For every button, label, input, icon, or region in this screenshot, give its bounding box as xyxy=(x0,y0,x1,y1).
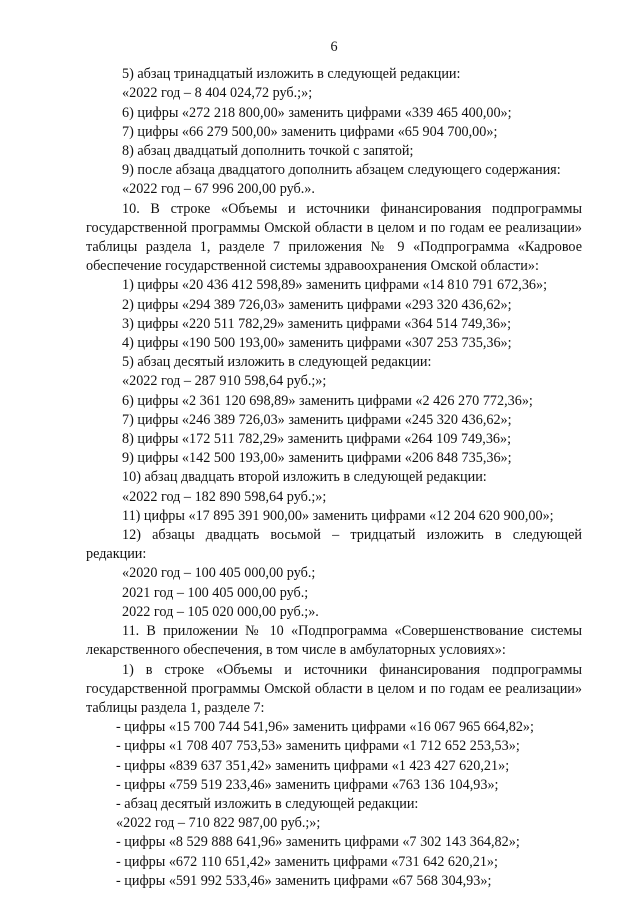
text-line: 3) цифры «220 511 782,29» заменить цифрами «364 514 749,36»; xyxy=(122,315,512,332)
paragraph: 12) абзацы двадцать восьмой – тридцатый изложить в следующей редакции: xyxy=(86,527,582,563)
list-item: - цифры «1 708 407 753,53» заменить цифрами «1 712 652 253,53»; xyxy=(116,738,520,755)
text-line: 8) цифры «172 511 782,29» заменить цифрами «264 109 749,36»; xyxy=(122,431,512,448)
list-item: - цифры «672 110 651,42» заменить цифрами «731 642 620,21»; xyxy=(116,853,498,870)
text-line: «2022 год – 67 996 200,00 руб.». xyxy=(122,181,315,198)
text-line: «2022 год – 182 890 598,64 руб.;»; xyxy=(122,488,327,505)
text-line: 7) цифры «66 279 500,00» заменить цифрами «65 904 700,00»; xyxy=(122,123,498,140)
text-line: «2020 год – 100 405 000,00 руб.; xyxy=(122,565,316,582)
list-item: - абзац десятый изложить в следующей редакции: xyxy=(116,795,419,812)
paragraph: 11. В приложении № 10 «Подпрограмма «Совершенствование системы лекарственного обеспечения, в том числе в амбулаторных условиях»: xyxy=(86,623,582,659)
text-line: 6) цифры «2 361 120 698,89» заменить цифрами «2 426 270 772,36»; xyxy=(122,392,533,409)
text-line: 9) цифры «142 500 193,00» заменить цифрами «206 848 735,36»; xyxy=(122,450,512,467)
text-line: 2021 год – 100 405 000,00 руб.; xyxy=(122,584,309,601)
list-item: - цифры «839 637 351,42» заменить цифрами «1 423 427 620,21»; xyxy=(116,757,510,774)
list-item: - цифры «15 700 744 541,96» заменить цифрами «16 067 965 664,82»; xyxy=(116,719,534,736)
text-line: 2) цифры «294 389 726,03» заменить цифрами «293 320 436,62»; xyxy=(122,296,512,313)
text-line: 10) абзац двадцать второй изложить в следующей редакции: xyxy=(122,469,487,486)
paragraph: 10. В строке «Объемы и источники финансирования подпрограммы государственной программы Омской области в целом и по годам ее реализации» таблицы раздела 1, разделе 7 приложения № 9 «Подпрограмма «Кадровое обеспечение государственной системы здравоохранения Омской области»: xyxy=(86,200,582,275)
text-line: 8) абзац двадцатый дополнить точкой с запятой; xyxy=(122,143,414,160)
list-item: - цифры «759 519 233,46» заменить цифрами «763 136 104,93»; xyxy=(116,776,499,793)
text-line: 6) цифры «272 218 800,00» заменить цифрами «339 465 400,00»; xyxy=(122,104,512,121)
page-number: 6 xyxy=(330,39,338,55)
text-line: «2022 год – 287 910 598,64 руб.;»; xyxy=(122,373,327,390)
list-item: «2022 год – 710 822 987,00 руб.;»; xyxy=(116,815,321,832)
text-line: 9) после абзаца двадцатого дополнить абзацем следующего содержания: xyxy=(122,162,561,179)
paragraph: 1) в строке «Объемы и источники финансирования подпрограммы государственной программы Омской области в целом и по годам ее реализации» таблицы раздела 1, разделе 7: xyxy=(86,661,582,716)
text-line: 7) цифры «246 389 726,03» заменить цифрами «245 320 436,62»; xyxy=(122,411,512,428)
text-line: 4) цифры «190 500 193,00» заменить цифрами «307 253 735,36»; xyxy=(122,335,512,352)
text-line: 11) цифры «17 895 391 900,00» заменить цифрами «12 204 620 900,00»; xyxy=(122,507,554,524)
text-line: 5) абзац десятый изложить в следующей редакции: xyxy=(122,354,432,371)
text-line: 1) цифры «20 436 412 598,89» заменить цифрами «14 810 791 672,36»; xyxy=(122,277,548,294)
text-line: 5) абзац тринадцатый изложить в следующей редакции: xyxy=(122,66,461,83)
list-item: - цифры «591 992 533,46» заменить цифрами «67 568 304,93»; xyxy=(116,872,492,889)
text-line: 2022 год – 105 020 000,00 руб.;». xyxy=(122,603,319,620)
text-line: «2022 год – 8 404 024,72 руб.;»; xyxy=(122,85,313,102)
list-item: - цифры «8 529 888 641,96» заменить цифрами «7 302 143 364,82»; xyxy=(116,834,520,851)
